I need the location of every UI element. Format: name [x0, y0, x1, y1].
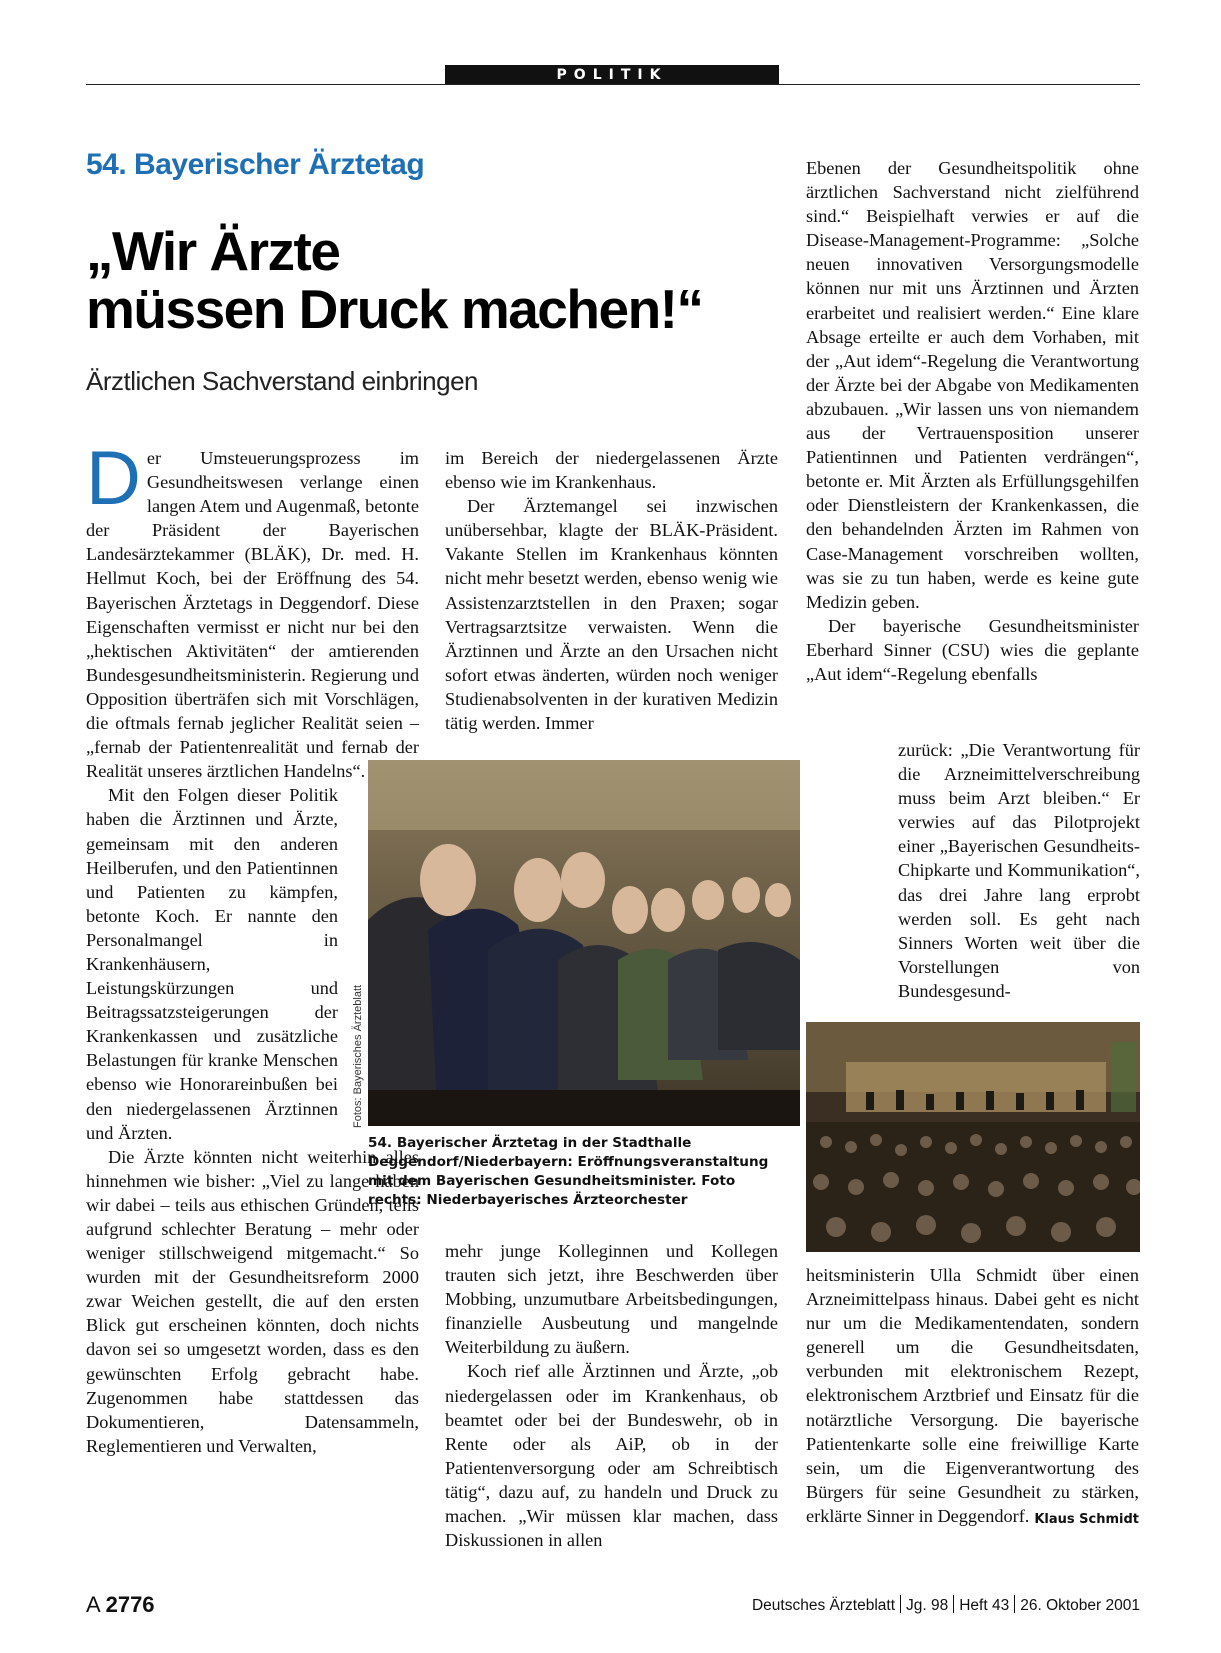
- photo-caption: 54. Bayerischer Ärztetag in der Stadthalle Deggendorf/Niederbayern: Eröffnungsveranstaltung mit dem Bayerischen Gesundheitsminister. Foto rechts: Niederbayerisches Ärzteorchester: [368, 1135, 769, 1208]
- paragraph: Mit den Folgen dieser Politik haben die Ärztinnen und Ärzte, gemeinsam mit den anderen Heilberufen, und den Patientinnen und Patienten zu kämpfen, betonte Koch. Er nannte den Personalmangel in Krankenhäusern, Leistungskürzungen und Beitragssatzsteigerungen der Krankenkassen und zusätzliche Belastungen für kranke Menschen ebenso wie Honorareinbußen bei den niedergelassenen Ärztinnen und Ärzten.: [86, 785, 338, 1143]
- column-3-bottom: [806, 1263, 1139, 1532]
- paragraph-text: er Umsteuerungsprozess im Gesundheitswesen verlange einen langen Atem und Augenmaß, betonte der Präsident der Bayerischen Landesärztekammer (BLÄK), Dr. med. H. Hellmut Koch, bei der Eröffnung des 54. Bayerischen Ärztetags in Deggendorf. Diese Eigenschaften vermisst er nicht nur bei den „hektischen Aktivitäten“ der amtierenden Bundesgesundheitsministerin. Regierung und Opposition überträfen sich mit Vorschlägen, die oftmals fernab jeglicher Realität seien – „fernab der Patientenrealität und fernab der Realität unseres ärztlichen Handelns“.: [86, 448, 419, 782]
- header-rule: [86, 84, 1140, 85]
- article-headline: [86, 222, 806, 338]
- separator: [900, 1595, 901, 1613]
- page-number: [86, 1592, 155, 1618]
- article-subhead: Ärztlichen Sachverstand einbringen: [86, 366, 479, 396]
- photo-credit: Fotos: Bayerisches Ärzteblatt: [352, 984, 364, 1128]
- column-2-bottom: [445, 1239, 778, 1552]
- paragraph: [86, 436, 419, 783]
- journal-date: 26. Oktober 2001: [1020, 1597, 1140, 1614]
- separator: [953, 1595, 954, 1613]
- audience-photo-image: [368, 760, 800, 1126]
- section-label: POLITIK: [445, 65, 779, 85]
- journal-volume: Jg. 98: [906, 1597, 949, 1614]
- headline-line-1: „Wir Ärzte: [86, 220, 340, 282]
- headline-line-2: müssen Druck machen!“: [86, 278, 703, 340]
- journal-name: Deutsches Ärzteblatt: [751, 1597, 895, 1614]
- paragraph: mehr junge Kolleginnen und Kollegen trauten sich jetzt, ihre Beschwerden über Mobbing, unzumutbare Arbeitsbedingungen, finanzielle Ausbeutung und mangelnde Weiterbildung zu äußern.: [445, 1241, 778, 1358]
- audience-photo: [368, 760, 800, 1126]
- paragraph: heitsministerin Ulla Schmidt über einen Arzneimittelpass hinaus. Dabei geht es nicht nur um die Medikamentendaten, sondern generell um die Gesundheitsdaten, verbunden mit elektronischem Rezept, elektronischem Arztbrief und Einsatz für die notärztliche Versorgung. Die bayerische Patientenkarte solle eine freiwillige Karte sein, um die Eigenverantwortung des Bürgers für seine Gesundheit zu stärken, erklärte Sinner in Deggendorf.: [806, 1265, 1139, 1526]
- author-byline: Klaus Schmidt: [1034, 1511, 1139, 1527]
- paragraph: Koch rief alle Ärztinnen und Ärzte, „ob niedergelassen oder im Krankenhaus, ob beamtet oder bei der Bundeswehr, ob in Rente oder als AiP, ob in der Patientenversorgung oder am Schreibtisch tätig“, dazu auf, zu handeln und Druck zu machen. „Wir müssen klar machen, dass Diskussionen in allen: [445, 1361, 778, 1551]
- orchestra-photo-image: [806, 1022, 1140, 1252]
- orchestra-photo: [806, 1022, 1140, 1252]
- column-2-top: [445, 446, 778, 735]
- paragraph: Der bayerische Gesundheitsminister Eberhard Sinner (CSU) wies die geplante „Aut idem“-Regelung ebenfalls: [806, 615, 1139, 684]
- paragraph: im Bereich der niedergelassenen Ärzte ebenso wie im Krankenhaus.: [445, 448, 778, 493]
- page-number-value: 2776: [105, 1592, 155, 1617]
- separator: [1014, 1595, 1015, 1613]
- paragraph: zurück: „Die Verantwortung für die Arzneimittelverschreibung muss beim Arzt bleiben.“ Er verwies auf das Pilotprojekt einer „Bayerischen Gesundheits-Chipkarte und Kommunikation“, das drei Jahre lang erprobt werden soll. Es geht nach Sinners Worten weit über die Vorstellungen von Bundesgesund-: [898, 740, 1140, 1001]
- paragraph: Die Ärzte könnten nicht weiterhin alles hinnehmen wie bisher: „Viel zu lange haben wir dabei – teils aus ethischen Gründen, teils aufgrund schlechter Beratung – mehr oder weniger stillschweigend mitgemacht.“ So wurden mit der Gesundheitsreform 2000 zwar Weichen gestellt, die auf den ersten Blick gut erscheinen könnten, doch nichts davon sei so umgesetzt worden, dass es den gewünschten Erfolg gebracht habe. Zugenommen habe stattdessen das Dokumentieren, Datensammeln, Reglementieren und Verwalten,: [86, 1146, 419, 1456]
- page-prefix: A: [86, 1592, 100, 1617]
- article-kicker: 54. Bayerischer Ärztetag: [86, 148, 425, 181]
- paragraph: Der Ärztemangel sei inzwischen unübersehbar, klagte der BLÄK-Präsident. Vakante Stellen im Krankenhaus könnten nicht mehr besetzt werden, ebenso wenig wie Assistenzarztstellen in den Praxen; sogar Vertragsarztsitze verwaisten. Wenn die Ärztinnen und Ärzte an den Ursachen nicht sofort etwas änderten, würden noch weniger Studienabsolventen in der kurativen Medizin tätig werden. Immer: [445, 496, 778, 734]
- journal-issue: Heft 43: [959, 1597, 1010, 1614]
- drop-cap: D: [86, 436, 141, 521]
- column-3-top: [806, 156, 1139, 686]
- paragraph: Ebenen der Gesundheitspolitik ohne ärztlichen Sachverstand nicht zielführend sind.“ Beispielhaft verwies er auf die Disease-Management-Programme: „Solche neuen innovativen Versorgungsmodelle können nur mit uns Ärztinnen und Ärzten erarbeitet und realisiert werden.“ Eine klare Absage erteilte er auch dem Vorhaben, mit der „Aut idem“-Regelung die Verantwortung der Ärzte bei der Abgabe von Medikamenten abzubauen. „Wir lassen uns von niemandem aus der Vertrauensposition unserer Patientinnen und Patienten verdrängen“, betonte er. Mit Ärzten als Erfüllungsgehilfen oder Dienstleistern der Krankenkassen, die den behandelnden Ärzten im Rahmen von Case-Management vorschreiben wollten, was sie zu tun haben, werde es keine gute Medizin geben.: [806, 158, 1139, 612]
- journal-info: [750, 1595, 1140, 1615]
- column-3-middle: [898, 738, 1140, 1003]
